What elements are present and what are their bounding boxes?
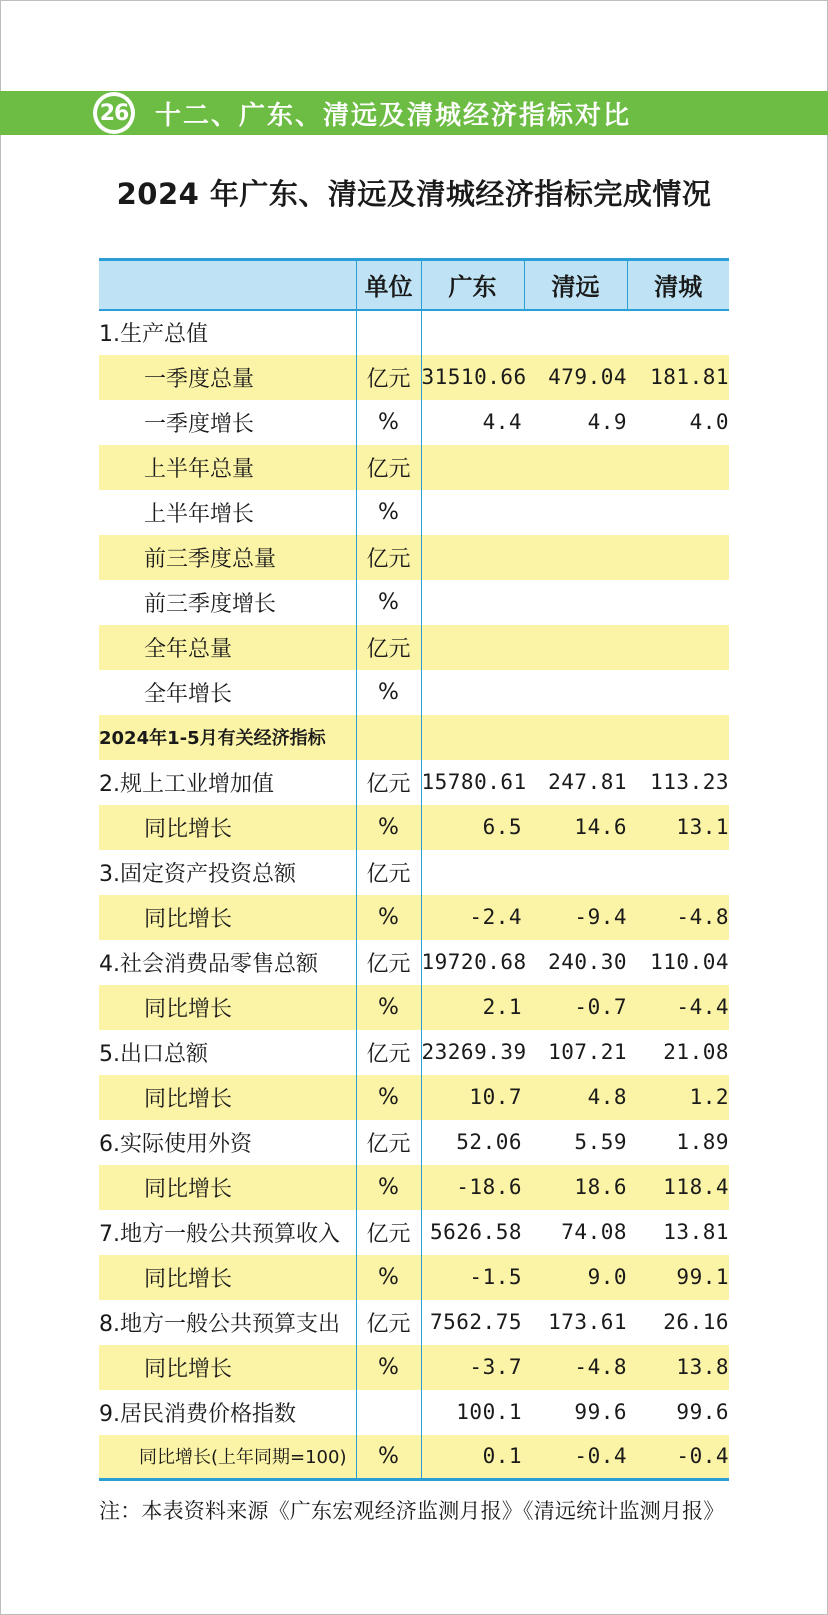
indicator-name: 同比增长 <box>144 1266 233 1292</box>
table-row <box>99 985 729 1030</box>
indicator-name: 同比增长 <box>144 1176 233 1202</box>
qingcheng-value: -4.8 <box>676 905 729 929</box>
table-row <box>99 670 729 715</box>
qingyuan-value <box>524 490 627 535</box>
guangdong-value <box>421 625 524 670</box>
guangdong-value: 5626.58 <box>429 1220 522 1244</box>
qingyuan-value <box>524 535 627 580</box>
indicator-name: 2024年1-5月有关经济指标 <box>99 728 326 749</box>
header-guangdong: 广东 <box>421 260 524 310</box>
unit-cell: 亿元 <box>356 850 421 895</box>
guangdong-value <box>421 490 524 535</box>
guangdong-value: 7562.75 <box>429 1310 522 1334</box>
indicator-name: 同比增长(上年同期=100) <box>99 1435 356 1480</box>
guangdong-value: 4.4 <box>482 410 522 434</box>
indicator-name: 6.实际使用外资 <box>99 1131 252 1157</box>
unit-cell: % <box>356 400 421 445</box>
qingyuan-value: 240.30 <box>548 950 627 974</box>
table-row <box>99 310 729 355</box>
table-row <box>99 535 729 580</box>
table-row <box>99 1030 729 1075</box>
guangdong-value <box>421 445 524 490</box>
qingcheng-value <box>627 670 729 715</box>
indicator-name: 全年增长 <box>144 681 233 707</box>
unit-cell: % <box>356 580 421 625</box>
guangdong-value <box>421 715 524 760</box>
section-title: 十二、广东、清远及清城经济指标对比 <box>155 100 632 131</box>
guangdong-value <box>421 670 524 715</box>
qingyuan-value: 74.08 <box>561 1220 627 1244</box>
table-row <box>99 850 729 895</box>
unit-cell: % <box>356 1435 421 1480</box>
qingyuan-value: 107.21 <box>548 1040 627 1064</box>
indicator-name: 前三季度增长 <box>144 591 277 617</box>
section-number: 26 <box>97 96 131 130</box>
qingcheng-value <box>627 535 729 580</box>
qingyuan-value <box>524 310 627 355</box>
qingcheng-value: 13.1 <box>676 815 729 839</box>
qingyuan-value: 247.81 <box>548 770 627 794</box>
qingyuan-value <box>524 670 627 715</box>
qingcheng-value: 110.04 <box>650 950 729 974</box>
unit-cell <box>356 1390 421 1435</box>
guangdong-value: 2.1 <box>482 995 522 1019</box>
table-row <box>99 940 729 985</box>
qingcheng-value: 113.23 <box>650 770 729 794</box>
header-unit: 单位 <box>356 260 421 310</box>
unit-cell <box>356 310 421 355</box>
qingyuan-value: 99.6 <box>574 1400 627 1424</box>
qingcheng-value: 21.08 <box>663 1040 729 1064</box>
indicator-name: 前三季度总量 <box>144 546 277 572</box>
unit-cell: % <box>356 1255 421 1300</box>
unit-cell: % <box>356 1075 421 1120</box>
indicator-name: 同比增长 <box>144 906 233 932</box>
indicator-name: 一季度增长 <box>144 411 255 437</box>
table-row <box>99 355 729 400</box>
qingyuan-value <box>524 580 627 625</box>
qingcheng-value <box>627 490 729 535</box>
qingyuan-value: -9.4 <box>574 905 627 929</box>
indicator-table <box>99 258 729 1481</box>
unit-cell: 亿元 <box>356 1120 421 1165</box>
qingyuan-value <box>524 715 627 760</box>
guangdong-value: 100.1 <box>456 1400 522 1424</box>
guangdong-value <box>421 535 524 580</box>
qingcheng-value: 26.16 <box>663 1310 729 1334</box>
table-row <box>99 1075 729 1120</box>
table-row <box>99 895 729 940</box>
header-indicator <box>99 260 356 310</box>
guangdong-value: 23269.39 <box>421 1040 527 1064</box>
unit-cell: % <box>356 895 421 940</box>
unit-cell: 亿元 <box>356 535 421 580</box>
unit-cell: 亿元 <box>356 445 421 490</box>
indicator-name: 同比增长 <box>144 816 233 842</box>
guangdong-value: -3.7 <box>469 1355 522 1379</box>
section-banner <box>0 91 828 135</box>
indicator-name: 上半年总量 <box>144 456 255 482</box>
indicator-name: 全年总量 <box>144 636 233 662</box>
indicator-name: 8.地方一般公共预算支出 <box>99 1311 340 1337</box>
table-header-row <box>99 260 729 310</box>
table-row <box>99 1390 729 1435</box>
table-row <box>99 760 729 805</box>
unit-cell: 亿元 <box>356 625 421 670</box>
qingyuan-value: 4.9 <box>587 410 627 434</box>
qingcheng-value <box>627 445 729 490</box>
guangdong-value: 6.5 <box>482 815 522 839</box>
qingyuan-value: 9.0 <box>587 1265 627 1289</box>
table-row <box>99 445 729 490</box>
unit-cell: 亿元 <box>356 1030 421 1075</box>
indicator-name: 上半年增长 <box>144 501 255 527</box>
unit-cell: % <box>356 985 421 1030</box>
header-qingyuan: 清远 <box>524 260 627 310</box>
qingcheng-value: 13.81 <box>663 1220 729 1244</box>
guangdong-value: -1.5 <box>469 1265 522 1289</box>
qingcheng-value: 99.6 <box>676 1400 729 1424</box>
indicator-name: 一季度总量 <box>144 366 255 392</box>
table-row <box>99 715 729 760</box>
qingcheng-value <box>627 310 729 355</box>
header-qingcheng: 清城 <box>627 260 729 310</box>
unit-cell <box>356 715 421 760</box>
guangdong-value: 15780.61 <box>421 770 527 794</box>
guangdong-value: 52.06 <box>456 1130 522 1154</box>
qingcheng-value: 1.89 <box>676 1130 729 1154</box>
indicator-name: 同比增长 <box>144 1086 233 1112</box>
table-row <box>99 625 729 670</box>
section-number-badge <box>93 92 135 134</box>
guangdong-value: -2.4 <box>469 905 522 929</box>
qingyuan-value: -0.4 <box>524 1435 627 1480</box>
indicator-name: 4.社会消费品零售总额 <box>99 951 318 977</box>
table-row <box>99 1120 729 1165</box>
table-row <box>99 1435 729 1480</box>
qingyuan-value <box>524 850 627 895</box>
table-row <box>99 490 729 535</box>
guangdong-value: 10.7 <box>469 1085 522 1109</box>
qingcheng-value: 1.2 <box>689 1085 729 1109</box>
qingcheng-value <box>627 850 729 895</box>
document-title: 2024 年广东、清远及清城经济指标完成情况 <box>116 177 712 211</box>
guangdong-value <box>421 850 524 895</box>
indicator-name: 9.居民消费价格指数 <box>99 1401 296 1427</box>
qingcheng-value: 118.4 <box>663 1175 729 1199</box>
guangdong-value: 31510.66 <box>421 365 527 389</box>
indicator-name: 7.地方一般公共预算收入 <box>99 1221 340 1247</box>
unit-cell: 亿元 <box>356 760 421 805</box>
qingcheng-value: -4.4 <box>676 995 729 1019</box>
qingyuan-value: 173.61 <box>548 1310 627 1334</box>
qingyuan-value: -0.7 <box>574 995 627 1019</box>
table-row <box>99 1345 729 1390</box>
indicator-name: 同比增长 <box>144 1356 233 1382</box>
source-note: 注：本表资料来源《广东宏观经济监测月报》《清远统计监测月报》 <box>99 1499 725 1523</box>
unit-cell: 亿元 <box>356 355 421 400</box>
unit-cell: % <box>356 805 421 850</box>
qingcheng-value <box>627 580 729 625</box>
qingyuan-value: 18.6 <box>574 1175 627 1199</box>
unit-cell: 亿元 <box>356 1300 421 1345</box>
table-row <box>99 1255 729 1300</box>
unit-cell: % <box>356 670 421 715</box>
guangdong-value: -18.6 <box>456 1175 522 1199</box>
indicator-name: 3.固定资产投资总额 <box>99 861 296 887</box>
qingcheng-value: 13.8 <box>676 1355 729 1379</box>
table-row <box>99 1300 729 1345</box>
guangdong-value: 0.1 <box>421 1435 524 1480</box>
qingcheng-value: 99.1 <box>676 1265 729 1289</box>
qingyuan-value: 4.8 <box>587 1085 627 1109</box>
unit-cell: % <box>356 1345 421 1390</box>
indicator-name: 同比增长 <box>144 996 233 1022</box>
unit-cell: 亿元 <box>356 1210 421 1255</box>
qingyuan-value <box>524 445 627 490</box>
indicator-name: 1.生产总值 <box>99 322 208 347</box>
qingyuan-value <box>524 625 627 670</box>
qingcheng-value <box>627 625 729 670</box>
qingcheng-value: 4.0 <box>689 410 729 434</box>
qingyuan-value: 14.6 <box>574 815 627 839</box>
unit-cell: % <box>356 490 421 535</box>
qingcheng-value: 181.81 <box>650 365 729 389</box>
qingyuan-value: 5.59 <box>574 1130 627 1154</box>
unit-cell: 亿元 <box>356 940 421 985</box>
indicator-name: 5.出口总额 <box>99 1041 208 1067</box>
qingyuan-value: 479.04 <box>548 365 627 389</box>
table-row <box>99 400 729 445</box>
table-row <box>99 1210 729 1255</box>
qingyuan-value: -4.8 <box>574 1355 627 1379</box>
indicator-name: 2.规上工业增加值 <box>99 771 274 797</box>
qingcheng-value <box>627 715 729 760</box>
table-row <box>99 1165 729 1210</box>
table-row <box>99 805 729 850</box>
table-row <box>99 580 729 625</box>
unit-cell: % <box>356 1165 421 1210</box>
guangdong-value: 19720.68 <box>421 950 527 974</box>
qingcheng-value: -0.4 <box>627 1435 729 1480</box>
guangdong-value <box>421 310 524 355</box>
guangdong-value <box>421 580 524 625</box>
